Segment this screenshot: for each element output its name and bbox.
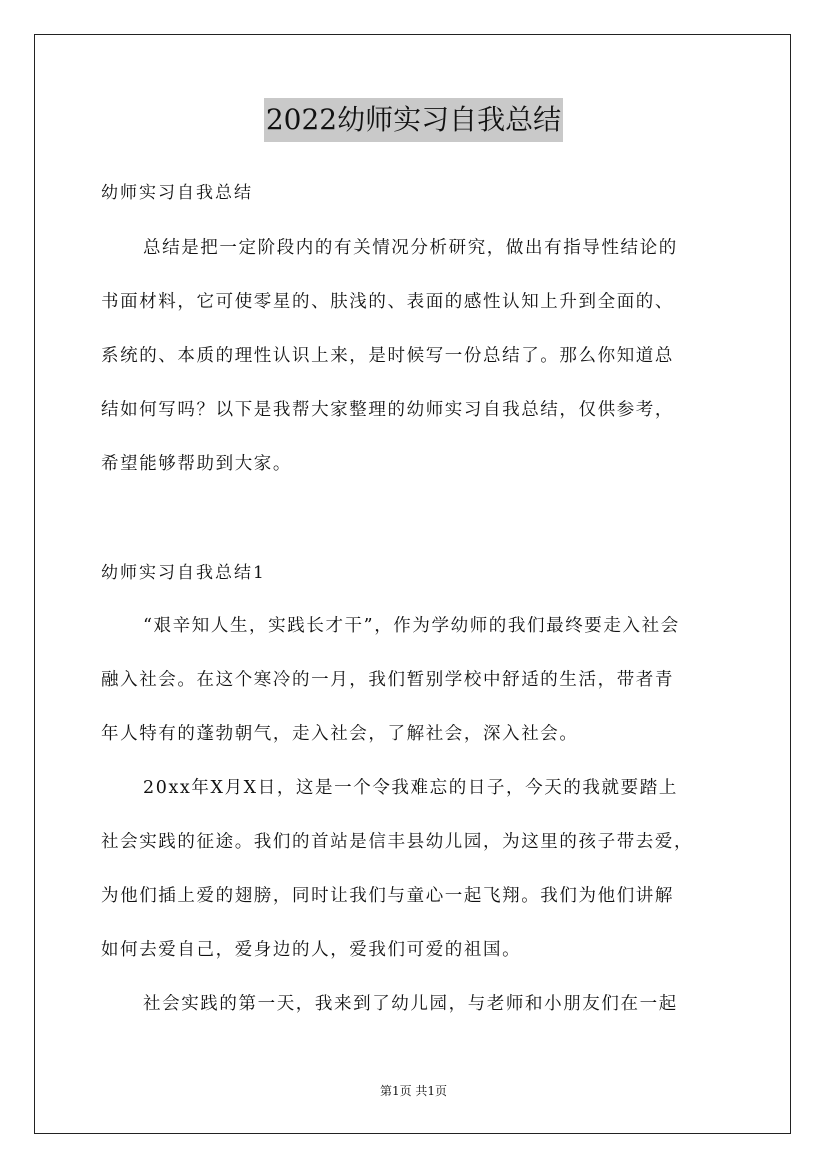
paragraph-line: 为他们插上爱的翅膀，同时让我们与童心一起飞翔。我们为他们讲解 bbox=[101, 886, 674, 906]
paragraph-line: 融入社会。在这个寒冷的一月，我们暂别学校中舒适的生活，带者青 bbox=[101, 670, 674, 690]
paragraph-line: 书面材料，它可使零星的、肤浅的、表面的感性认知上升到全面的、 bbox=[101, 292, 674, 312]
body-paragraph bbox=[101, 599, 731, 761]
body-paragraph bbox=[101, 977, 731, 1031]
page-footer: 第1页 共1页 bbox=[379, 1084, 448, 1098]
title-wrap bbox=[0, 98, 827, 142]
paragraph-line: “艰辛知人生，实践长才干”，作为学幼师的我们最终要走入社会 bbox=[143, 616, 680, 636]
document-title: 2022幼师实习自我总结 bbox=[264, 98, 563, 142]
paragraph-line: 社会实践的第一天，我来到了幼儿园，与老师和小朋友们在一起 bbox=[143, 994, 678, 1014]
section-heading: 幼师实习自我总结 bbox=[101, 183, 253, 203]
paragraph-line: 20xx年X月X日，这是一个令我难忘的日子，今天的我就要踏上 bbox=[143, 778, 678, 798]
section-heading: 幼师实习自我总结1 bbox=[101, 563, 266, 583]
paragraph-line: 年人特有的蓬勃朝气，走入社会，了解社会，深入社会。 bbox=[101, 724, 579, 744]
paragraph-line: 社会实践的征途。我们的首站是信丰县幼儿园，为这里的孩子带去爱， bbox=[101, 832, 694, 852]
paragraph-line: 如何去爱自己，爱身边的人，爱我们可爱的祖国。 bbox=[101, 940, 522, 960]
intro-paragraph bbox=[101, 221, 731, 491]
paragraph-line: 结如何写吗？以下是我帮大家整理的幼师实习自我总结，仅供参考， bbox=[101, 400, 674, 420]
paragraph-line: 总结是把一定阶段内的有关情况分析研究，做出有指导性结论的 bbox=[143, 238, 678, 258]
paragraph-line: 希望能够帮助到大家。 bbox=[101, 454, 292, 474]
paragraph-line: 系统的、本质的理性认识上来，是时候写一份总结了。那么你知道总 bbox=[101, 346, 674, 366]
body-paragraph bbox=[101, 761, 731, 977]
